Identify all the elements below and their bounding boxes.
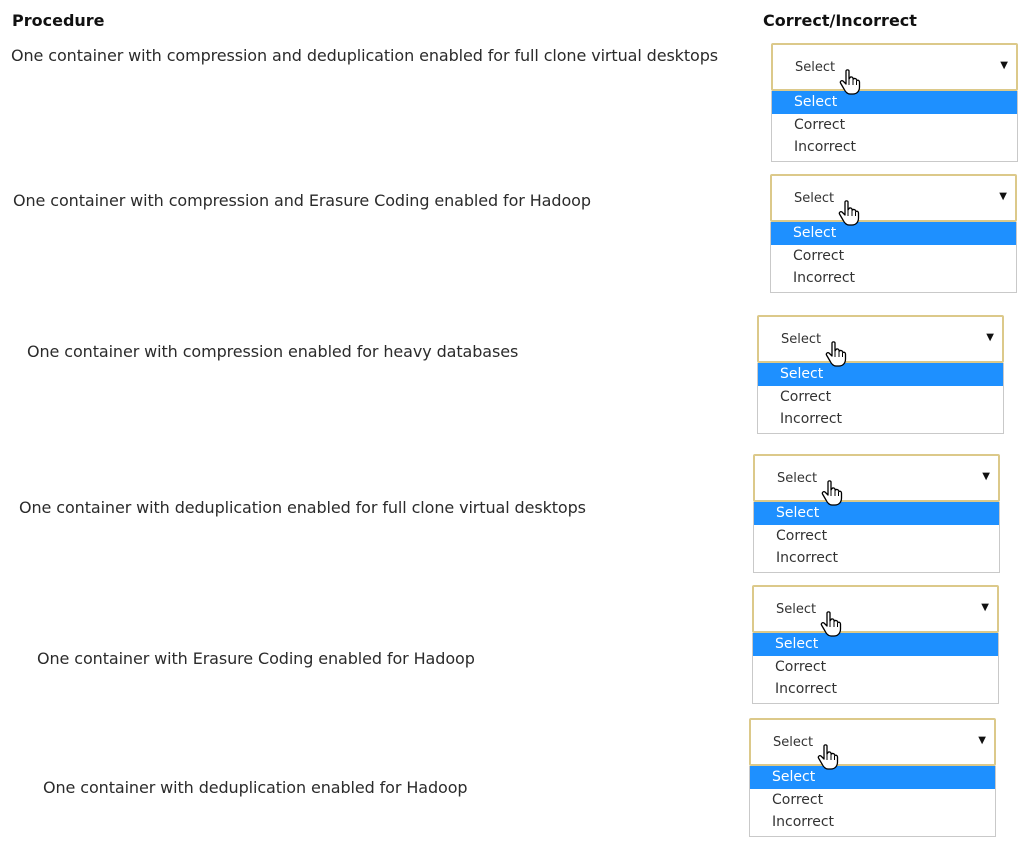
select-value: Select bbox=[794, 191, 835, 206]
hand-pointer-icon bbox=[817, 744, 839, 770]
select-value: Select bbox=[776, 602, 817, 617]
option-incorrect[interactable]: Incorrect bbox=[793, 270, 856, 286]
select-box[interactable] bbox=[749, 718, 996, 766]
dropdown-options-list bbox=[770, 222, 1017, 293]
caret-down-icon[interactable]: ▼ bbox=[981, 602, 989, 613]
procedure-text-4: One container with deduplication enabled for full clone virtual desktops bbox=[19, 498, 586, 517]
hand-pointer-icon bbox=[821, 480, 843, 506]
caret-down-icon[interactable]: ▼ bbox=[978, 735, 986, 746]
option-incorrect[interactable]: Incorrect bbox=[794, 139, 857, 155]
option-incorrect[interactable]: Incorrect bbox=[780, 411, 843, 427]
option-correct[interactable]: Correct bbox=[793, 247, 845, 264]
select-box[interactable] bbox=[770, 174, 1017, 222]
hand-pointer-icon bbox=[839, 69, 861, 95]
option-select[interactable]: Select bbox=[771, 222, 1016, 245]
select-box[interactable] bbox=[757, 315, 1004, 363]
dropdown-options-list bbox=[753, 502, 1000, 573]
hand-pointer-icon bbox=[825, 341, 847, 367]
option-correct[interactable]: Correct bbox=[794, 116, 846, 133]
dropdown-options-list bbox=[771, 91, 1018, 162]
procedure-column-header: Procedure bbox=[12, 11, 105, 30]
select-box[interactable] bbox=[752, 585, 999, 633]
answer-dropdown-3[interactable] bbox=[757, 315, 1004, 434]
dropdown-options-list bbox=[757, 363, 1004, 434]
option-select[interactable]: Select bbox=[753, 633, 998, 656]
answer-dropdown-4[interactable] bbox=[753, 454, 1000, 573]
option-incorrect[interactable]: Incorrect bbox=[776, 550, 839, 566]
dropdown-options-list bbox=[752, 633, 999, 704]
procedure-text-2: One container with compression and Erasure Coding enabled for Hadoop bbox=[13, 191, 591, 210]
option-correct[interactable]: Correct bbox=[780, 388, 832, 405]
hand-pointer-icon bbox=[838, 200, 860, 226]
select-box[interactable] bbox=[753, 454, 1000, 502]
option-select[interactable]: Select bbox=[758, 363, 1003, 386]
caret-down-icon[interactable]: ▼ bbox=[999, 191, 1007, 202]
option-correct[interactable]: Correct bbox=[772, 791, 824, 808]
answer-dropdown-1[interactable] bbox=[771, 43, 1018, 162]
procedure-text-3: One container with compression enabled for heavy databases bbox=[27, 342, 519, 361]
option-select[interactable]: Select bbox=[772, 91, 1017, 114]
caret-down-icon[interactable]: ▼ bbox=[986, 332, 994, 343]
option-correct[interactable]: Correct bbox=[776, 527, 828, 544]
select-box[interactable] bbox=[771, 43, 1018, 91]
option-incorrect[interactable]: Incorrect bbox=[772, 814, 835, 830]
correct-incorrect-column-header: Correct/Incorrect bbox=[763, 11, 917, 30]
answer-dropdown-5[interactable] bbox=[752, 585, 999, 704]
option-incorrect[interactable]: Incorrect bbox=[775, 681, 838, 697]
caret-down-icon[interactable]: ▼ bbox=[1000, 60, 1008, 71]
select-value: Select bbox=[795, 60, 836, 75]
dropdown-options-list bbox=[749, 766, 996, 837]
procedure-text-1: One container with compression and deduplication enabled for full clone virtual desktops bbox=[11, 46, 719, 65]
select-value: Select bbox=[773, 735, 814, 750]
option-select[interactable]: Select bbox=[750, 766, 995, 789]
answer-dropdown-2[interactable] bbox=[770, 174, 1017, 293]
select-value: Select bbox=[777, 471, 818, 486]
caret-down-icon[interactable]: ▼ bbox=[982, 471, 990, 482]
option-select[interactable]: Select bbox=[754, 502, 999, 525]
hand-pointer-icon bbox=[820, 611, 842, 637]
option-correct[interactable]: Correct bbox=[775, 658, 827, 675]
select-value: Select bbox=[781, 332, 822, 347]
procedure-text-5: One container with Erasure Coding enabled for Hadoop bbox=[37, 649, 475, 668]
procedure-text-6: One container with deduplication enabled for Hadoop bbox=[43, 778, 468, 797]
answer-dropdown-6[interactable] bbox=[749, 718, 996, 837]
